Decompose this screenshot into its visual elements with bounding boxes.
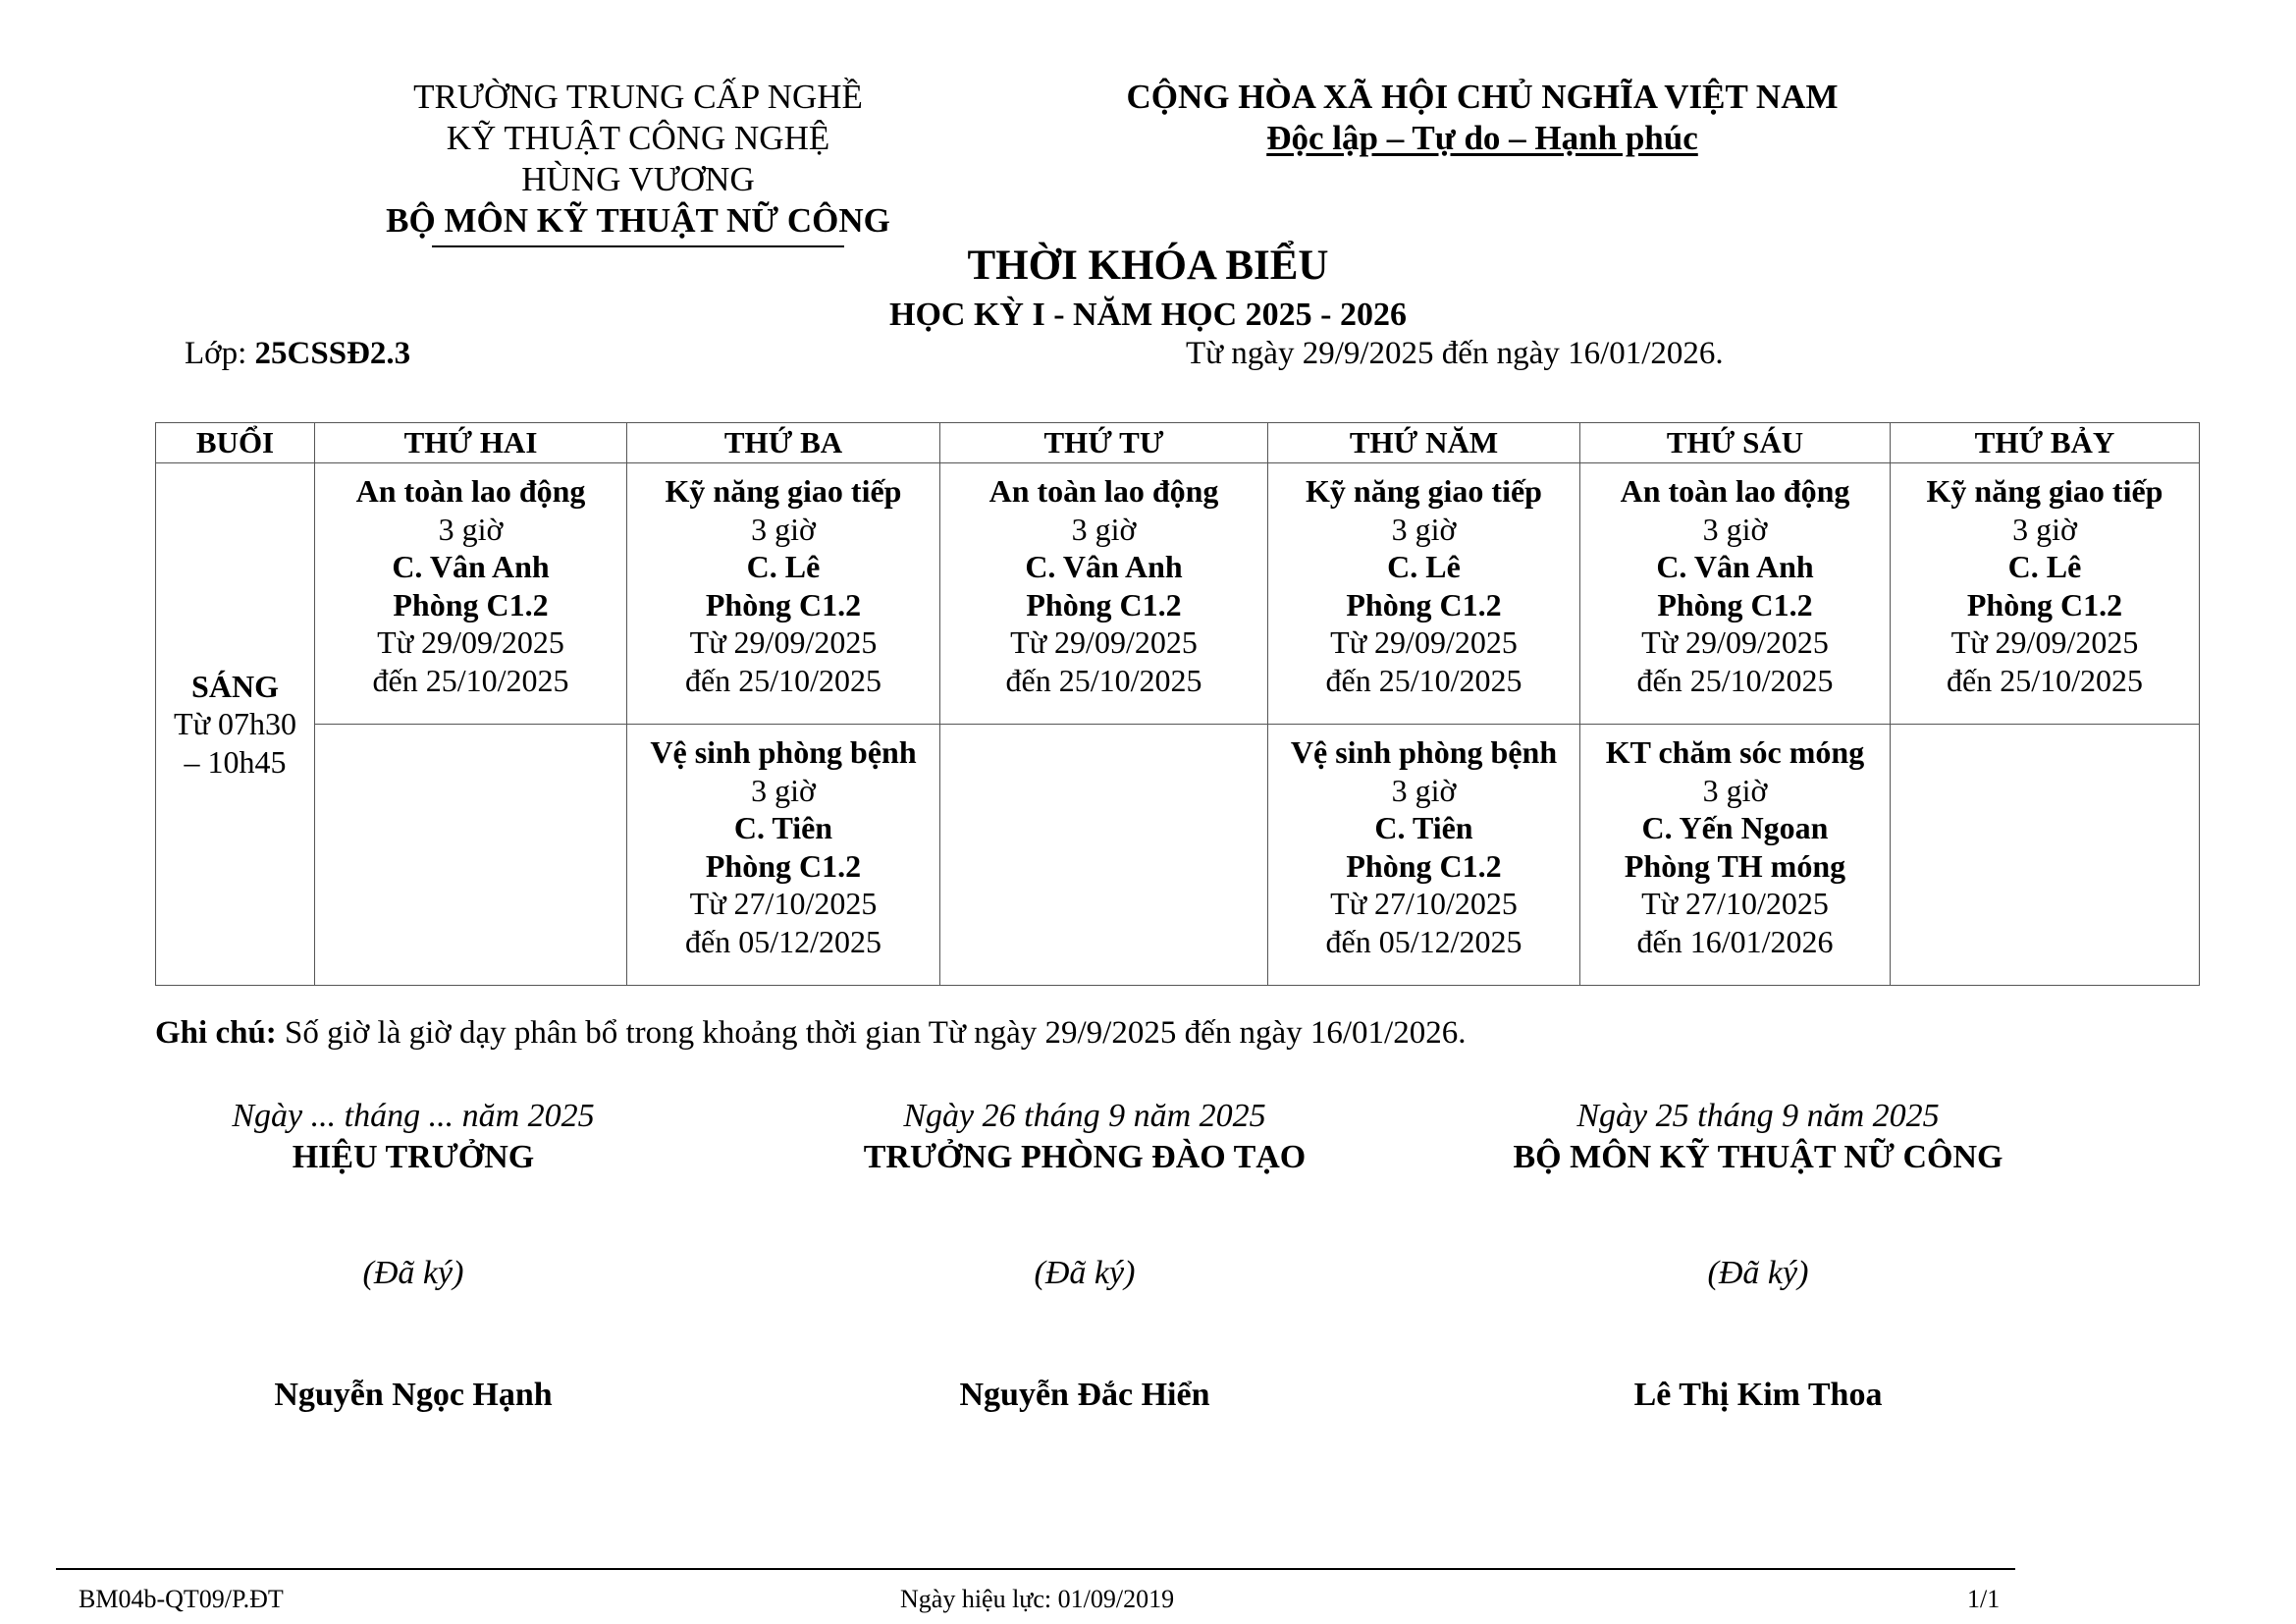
lesson-room: Phòng C1.2	[1657, 586, 1813, 623]
session-time-end: – 10h45	[184, 743, 287, 780]
signature-role: TRƯỞNG PHÒNG ĐÀO TẠO	[863, 1139, 1307, 1175]
lesson-hours: 3 giờ	[751, 772, 816, 808]
lesson-cell	[627, 463, 940, 725]
lesson-teacher: C. Vân Anh	[1656, 549, 1814, 584]
lesson-to: đến 25/10/2025	[1636, 662, 1834, 698]
signature-name: Nguyễn Đắc Hiển	[959, 1377, 1210, 1413]
lesson-teacher: C. Vân Anh	[1025, 549, 1183, 584]
signature-name: Lê Thị Kim Thoa	[1633, 1377, 1883, 1413]
header-thu-sau: THỨ SÁU	[1580, 423, 1891, 463]
lesson-to: đến 16/01/2026	[1636, 923, 1834, 959]
footer-page-number: 1/1	[1967, 1585, 2001, 1613]
signature-department	[1415, 1096, 2102, 1416]
school-name-line-1: TRƯỜNG TRUNG CẤP NGHỀ	[413, 78, 863, 116]
footer-effective-date: Ngày hiệu lực: 01/09/2019	[900, 1585, 1175, 1613]
lesson-cell	[1891, 463, 2200, 725]
timetable	[155, 422, 2200, 986]
national-header	[1099, 77, 1865, 159]
lesson-from: Từ 27/10/2025	[1330, 886, 1518, 921]
lesson-room: Phòng C1.2	[705, 586, 862, 623]
school-name-line-3: HÙNG VƯƠNG	[521, 160, 755, 198]
note-text: Số giờ là giờ dạy phân bổ trong khoảng thời gian Từ ngày 29/9/2025 đến ngày 16/01/2026.	[276, 1015, 1467, 1051]
lesson-hours: 3 giờ	[438, 511, 504, 547]
lesson-teacher: C. Yến Ngoan	[1641, 810, 1829, 845]
header-buoi: BUỔI	[156, 423, 315, 463]
signature-signed: (Đã ký)	[1707, 1255, 1809, 1291]
lesson-from: Từ 29/09/2025	[377, 624, 564, 660]
lesson-to: đến 25/10/2025	[1947, 662, 2143, 698]
header-thu-nam: THỨ NĂM	[1268, 423, 1580, 463]
lesson-to: đến 25/10/2025	[372, 662, 569, 698]
empty-cell	[1891, 725, 2200, 986]
class-info	[185, 336, 410, 372]
signature-role: BỘ MÔN KỸ THUẬT NỮ CÔNG	[1513, 1139, 2003, 1175]
empty-cell	[940, 725, 1268, 986]
school-header	[334, 77, 942, 242]
lesson-hours: 3 giờ	[1391, 511, 1457, 547]
lesson-teacher: C. Lê	[2007, 549, 2082, 584]
table-row	[156, 725, 2200, 986]
lesson-room: Phòng C1.2	[1026, 586, 1182, 623]
lesson-subject: Kỹ năng giao tiếp	[665, 473, 902, 509]
document-title: THỜI KHÓA BIỂU	[967, 243, 1329, 289]
country-name: CỘNG HÒA XÃ HỘI CHỦ NGHĨA VIỆT NAM	[1126, 78, 1839, 116]
note-label: Ghi chú:	[155, 1015, 277, 1051]
lesson-subject: An toàn lao động	[1620, 473, 1850, 509]
lesson-cell	[627, 725, 940, 986]
lesson-cell	[1580, 725, 1891, 986]
period-info: Từ ngày 29/9/2025 đến ngày 16/01/2026.	[1186, 336, 1724, 371]
lesson-hours: 3 giờ	[1702, 511, 1768, 547]
signature-name: Nguyễn Ngọc Hạnh	[274, 1377, 553, 1413]
lesson-from: Từ 29/09/2025	[1010, 624, 1198, 660]
lesson-subject: An toàn lao động	[355, 473, 586, 509]
signature-date: Ngày ... tháng ... năm 2025	[232, 1098, 595, 1134]
lesson-room: Phòng C1.2	[1346, 586, 1502, 623]
lesson-from: Từ 29/09/2025	[1950, 624, 2139, 660]
national-motto: Độc lập – Tự do – Hạnh phúc	[1266, 119, 1698, 157]
lesson-room: Phòng TH móng	[1624, 847, 1846, 884]
table-row	[156, 463, 2200, 725]
lesson-hours: 3 giờ	[751, 511, 816, 547]
lesson-to: đến 25/10/2025	[1325, 662, 1522, 698]
lesson-subject: KT chăm sóc móng	[1605, 734, 1865, 770]
lesson-hours: 3 giờ	[1071, 511, 1137, 547]
lesson-from: Từ 27/10/2025	[689, 886, 878, 921]
document-subtitle: HỌC KỲ I - NĂM HỌC 2025 - 2026	[889, 297, 1407, 333]
lesson-cell	[315, 463, 627, 725]
session-cell	[156, 463, 315, 986]
lesson-from: Từ 29/09/2025	[1330, 624, 1518, 660]
lesson-subject: Kỹ năng giao tiếp	[1926, 473, 2163, 509]
header-thu-tu: THỨ TƯ	[940, 423, 1268, 463]
lesson-room: Phòng C1.2	[393, 586, 549, 623]
session-time-start: Từ 07h30	[174, 706, 296, 742]
lesson-room: Phòng C1.2	[1346, 847, 1502, 884]
school-name-line-2: KỸ THUẬT CÔNG NGHỆ	[446, 119, 830, 157]
lesson-to: đến 25/10/2025	[685, 662, 881, 698]
lesson-cell	[1268, 725, 1580, 986]
class-value: 25CSSĐ2.3	[254, 336, 411, 371]
lesson-from: Từ 29/09/2025	[689, 624, 878, 660]
signature-signed: (Đã ký)	[362, 1255, 464, 1291]
department-name: BỘ MÔN KỸ THUẬT NỮ CÔNG	[386, 201, 890, 240]
empty-cell	[315, 725, 627, 986]
signature-role: HIỆU TRƯỞNG	[292, 1139, 535, 1175]
lesson-subject: Vệ sinh phòng bệnh	[650, 734, 917, 770]
signature-date: Ngày 25 tháng 9 năm 2025	[1576, 1098, 1940, 1134]
lesson-subject: Vệ sinh phòng bệnh	[1290, 734, 1558, 770]
lesson-teacher: C. Lê	[746, 549, 821, 584]
lesson-to: đến 25/10/2025	[1005, 662, 1202, 698]
lesson-teacher: C. Vân Anh	[392, 549, 550, 584]
lesson-to: đến 05/12/2025	[1325, 923, 1522, 959]
table-header-row	[156, 423, 2200, 463]
lesson-cell	[1268, 463, 1580, 725]
signature-date: Ngày 26 tháng 9 năm 2025	[903, 1098, 1266, 1134]
lesson-teacher: C. Tiên	[733, 810, 833, 845]
signature-principal	[70, 1096, 757, 1416]
lesson-from: Từ 29/09/2025	[1641, 624, 1829, 660]
note	[155, 1015, 1466, 1052]
lesson-from: Từ 27/10/2025	[1641, 886, 1829, 921]
lesson-subject: Kỹ năng giao tiếp	[1306, 473, 1542, 509]
lesson-cell	[940, 463, 1268, 725]
lesson-subject: An toàn lao động	[988, 473, 1219, 509]
lesson-cell	[1580, 463, 1891, 725]
lesson-teacher: C. Lê	[1387, 549, 1461, 584]
header-thu-ba: THỨ BA	[627, 423, 940, 463]
signature-training-head	[741, 1096, 1428, 1416]
header-thu-bay: THỨ BẢY	[1891, 423, 2200, 463]
session-name: SÁNG	[191, 668, 279, 704]
lesson-to: đến 05/12/2025	[685, 923, 881, 959]
class-label: Lớp:	[185, 336, 247, 371]
footer-divider	[56, 1568, 2015, 1570]
footer-form-code: BM04b-QT09/P.ĐT	[79, 1585, 284, 1613]
lesson-hours: 3 giờ	[1702, 772, 1768, 808]
lesson-hours: 3 giờ	[1391, 772, 1457, 808]
lesson-room: Phòng C1.2	[705, 847, 862, 884]
header-thu-hai: THỨ HAI	[315, 423, 627, 463]
lesson-teacher: C. Tiên	[1374, 810, 1473, 845]
signature-signed: (Đã ký)	[1034, 1255, 1136, 1291]
lesson-hours: 3 giờ	[2012, 511, 2077, 547]
lesson-room: Phòng C1.2	[1966, 586, 2123, 623]
